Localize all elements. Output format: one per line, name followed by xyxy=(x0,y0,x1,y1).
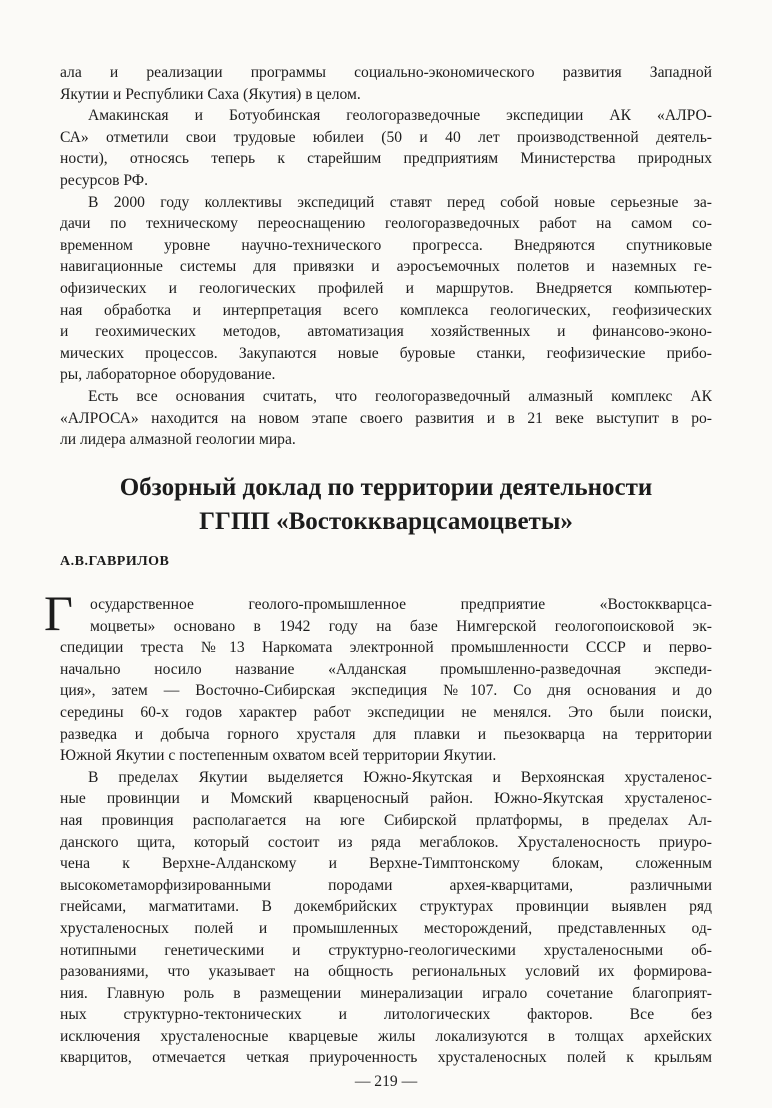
article-body xyxy=(60,594,712,1069)
text-line: осударственное геолого-промышленное предприятие «Востоккварцса- xyxy=(90,596,712,613)
text-line: В 2000 году коллективы экспедиций ставят перед собой новые серьезные за- xyxy=(88,193,712,211)
text-line: хрусталеносных полей и промышленных месторождений, представленных од- xyxy=(60,919,712,937)
text-line: нотипными генетическими и структурно-геологическими хрусталеносными об- xyxy=(60,941,712,959)
article-title-line-1: Обзорный доклад по территории деятельности xyxy=(119,474,653,501)
text-line: разованиями, что указывает на общность региональных условий их формирова- xyxy=(60,963,712,981)
text-line: ала и реализации программы социально-экономического развития Западной xyxy=(60,64,712,81)
text-line: кварцитов, отмечается четкая приуроченность хрусталеносных полей к крыльям xyxy=(60,1049,712,1067)
text-line: и геохимических методов, автоматизация хозяйственных и финансово-эконо- xyxy=(60,323,712,341)
text-line: ли лидера алмазной геологии мира. xyxy=(60,431,296,449)
top-text-block xyxy=(60,62,712,451)
text-line: ности), относясь теперь к старейшим предприятиям Министерства природных xyxy=(60,150,712,168)
text-line: ные провинции и Момский кварценосный район. Южно-Якутская хрусталенос- xyxy=(60,790,712,808)
text-line: данского щита, который состоит из ряда мегаблоков. Хрусталеносность приуро- xyxy=(60,833,712,851)
text-line: чена к Верхне-Алданскому и Верхне-Тимптонскому блокам, сложенным xyxy=(60,855,712,873)
article-author: А.В.ГАВРИЛОВ xyxy=(60,554,170,569)
text-line: офизических и геологических профилей и маршрутов. Внедряется компьютер- xyxy=(60,279,712,297)
text-line: мических процессов. Закупаются новые буровые станки, геофизические прибо- xyxy=(60,344,712,362)
article-title-line-2: ГГПП «Востоккварцсамоцветы» xyxy=(199,508,573,535)
text-line: ция», затем — Восточно-Сибирская экспедиция №107. Со дня основания и до xyxy=(60,682,712,700)
drop-cap: Г xyxy=(44,585,73,641)
text-line: временном уровне научно-технического прогресса. Внедряются спутниковые xyxy=(60,236,712,254)
text-line: навигационные системы для привязки и аэросъемочных полетов и наземных ге- xyxy=(60,258,712,276)
text-line: ных структурно-тектонических и литологических факторов. Все без xyxy=(60,1006,712,1024)
text-line: ная обработка и интерпретация всего комплекса геологических, геофизических xyxy=(60,301,712,319)
text-line: «АЛРОСА» находится на новом этапе своего развития и в 21 веке выступит в ро- xyxy=(60,409,712,427)
text-line: ния. Главную роль в размещении минерализации играло сочетание благоприят- xyxy=(60,984,712,1002)
text-line: середины 60-х годов характер работ экспедиции не менялся. Это были поиски, xyxy=(60,703,712,721)
text-line: разведка и добыча горного хрусталя для плавки и пьезокварца на территории xyxy=(60,725,712,743)
text-line: спедиции треста №13 Наркомата электронной промышленности СССР и перво- xyxy=(60,639,712,657)
text-line: высокометаморфизированными породами архея-кварцитами, различными xyxy=(60,876,712,894)
text-line: ры, лабораторное оборудование. xyxy=(60,366,276,384)
text-line: Есть все основания считать, что геологоразведочный алмазный комплекс АК xyxy=(88,387,712,405)
text-line: Якутии и Республики Саха (Якутия) в целом. xyxy=(60,85,361,103)
text-line: Амакинская и Ботуобинская геологоразведочные экспедиции АК «АЛРО- xyxy=(88,107,712,125)
text-line: СА» отметили свои трудовые юбилеи (50 и 40 лет производственной деятель- xyxy=(60,128,712,146)
text-line: начально носило название «Алданская промышленно-разведочная экспеди- xyxy=(60,660,712,678)
text-line: исключения хрусталеносные кварцевые жилы локализуются в толщах архейских xyxy=(60,1027,712,1045)
text-line: В пределах Якутии выделяется Южно-Якутская и Верхоянская хрусталенос- xyxy=(88,768,712,786)
text-line: ная провинция располагается на юге Сибирской прлатформы, в пределах Ал- xyxy=(60,811,712,829)
text-line: моцветы» основано в 1942 году на базе Нимгерской геологопоисковой эк- xyxy=(90,617,712,635)
text-line: дачи по техническому переоснащению геологоразведочных работ на самом со- xyxy=(60,215,712,233)
text-line: гнейсами, магматитами. В докембрийских структурах провинции выявлен ряд xyxy=(60,898,712,916)
text-line: Южной Якутии с постепенным охватом всей территории Якутии. xyxy=(60,747,497,765)
text-line: ресурсов РФ. xyxy=(60,171,149,189)
page-number: — 219 — xyxy=(354,1073,418,1090)
